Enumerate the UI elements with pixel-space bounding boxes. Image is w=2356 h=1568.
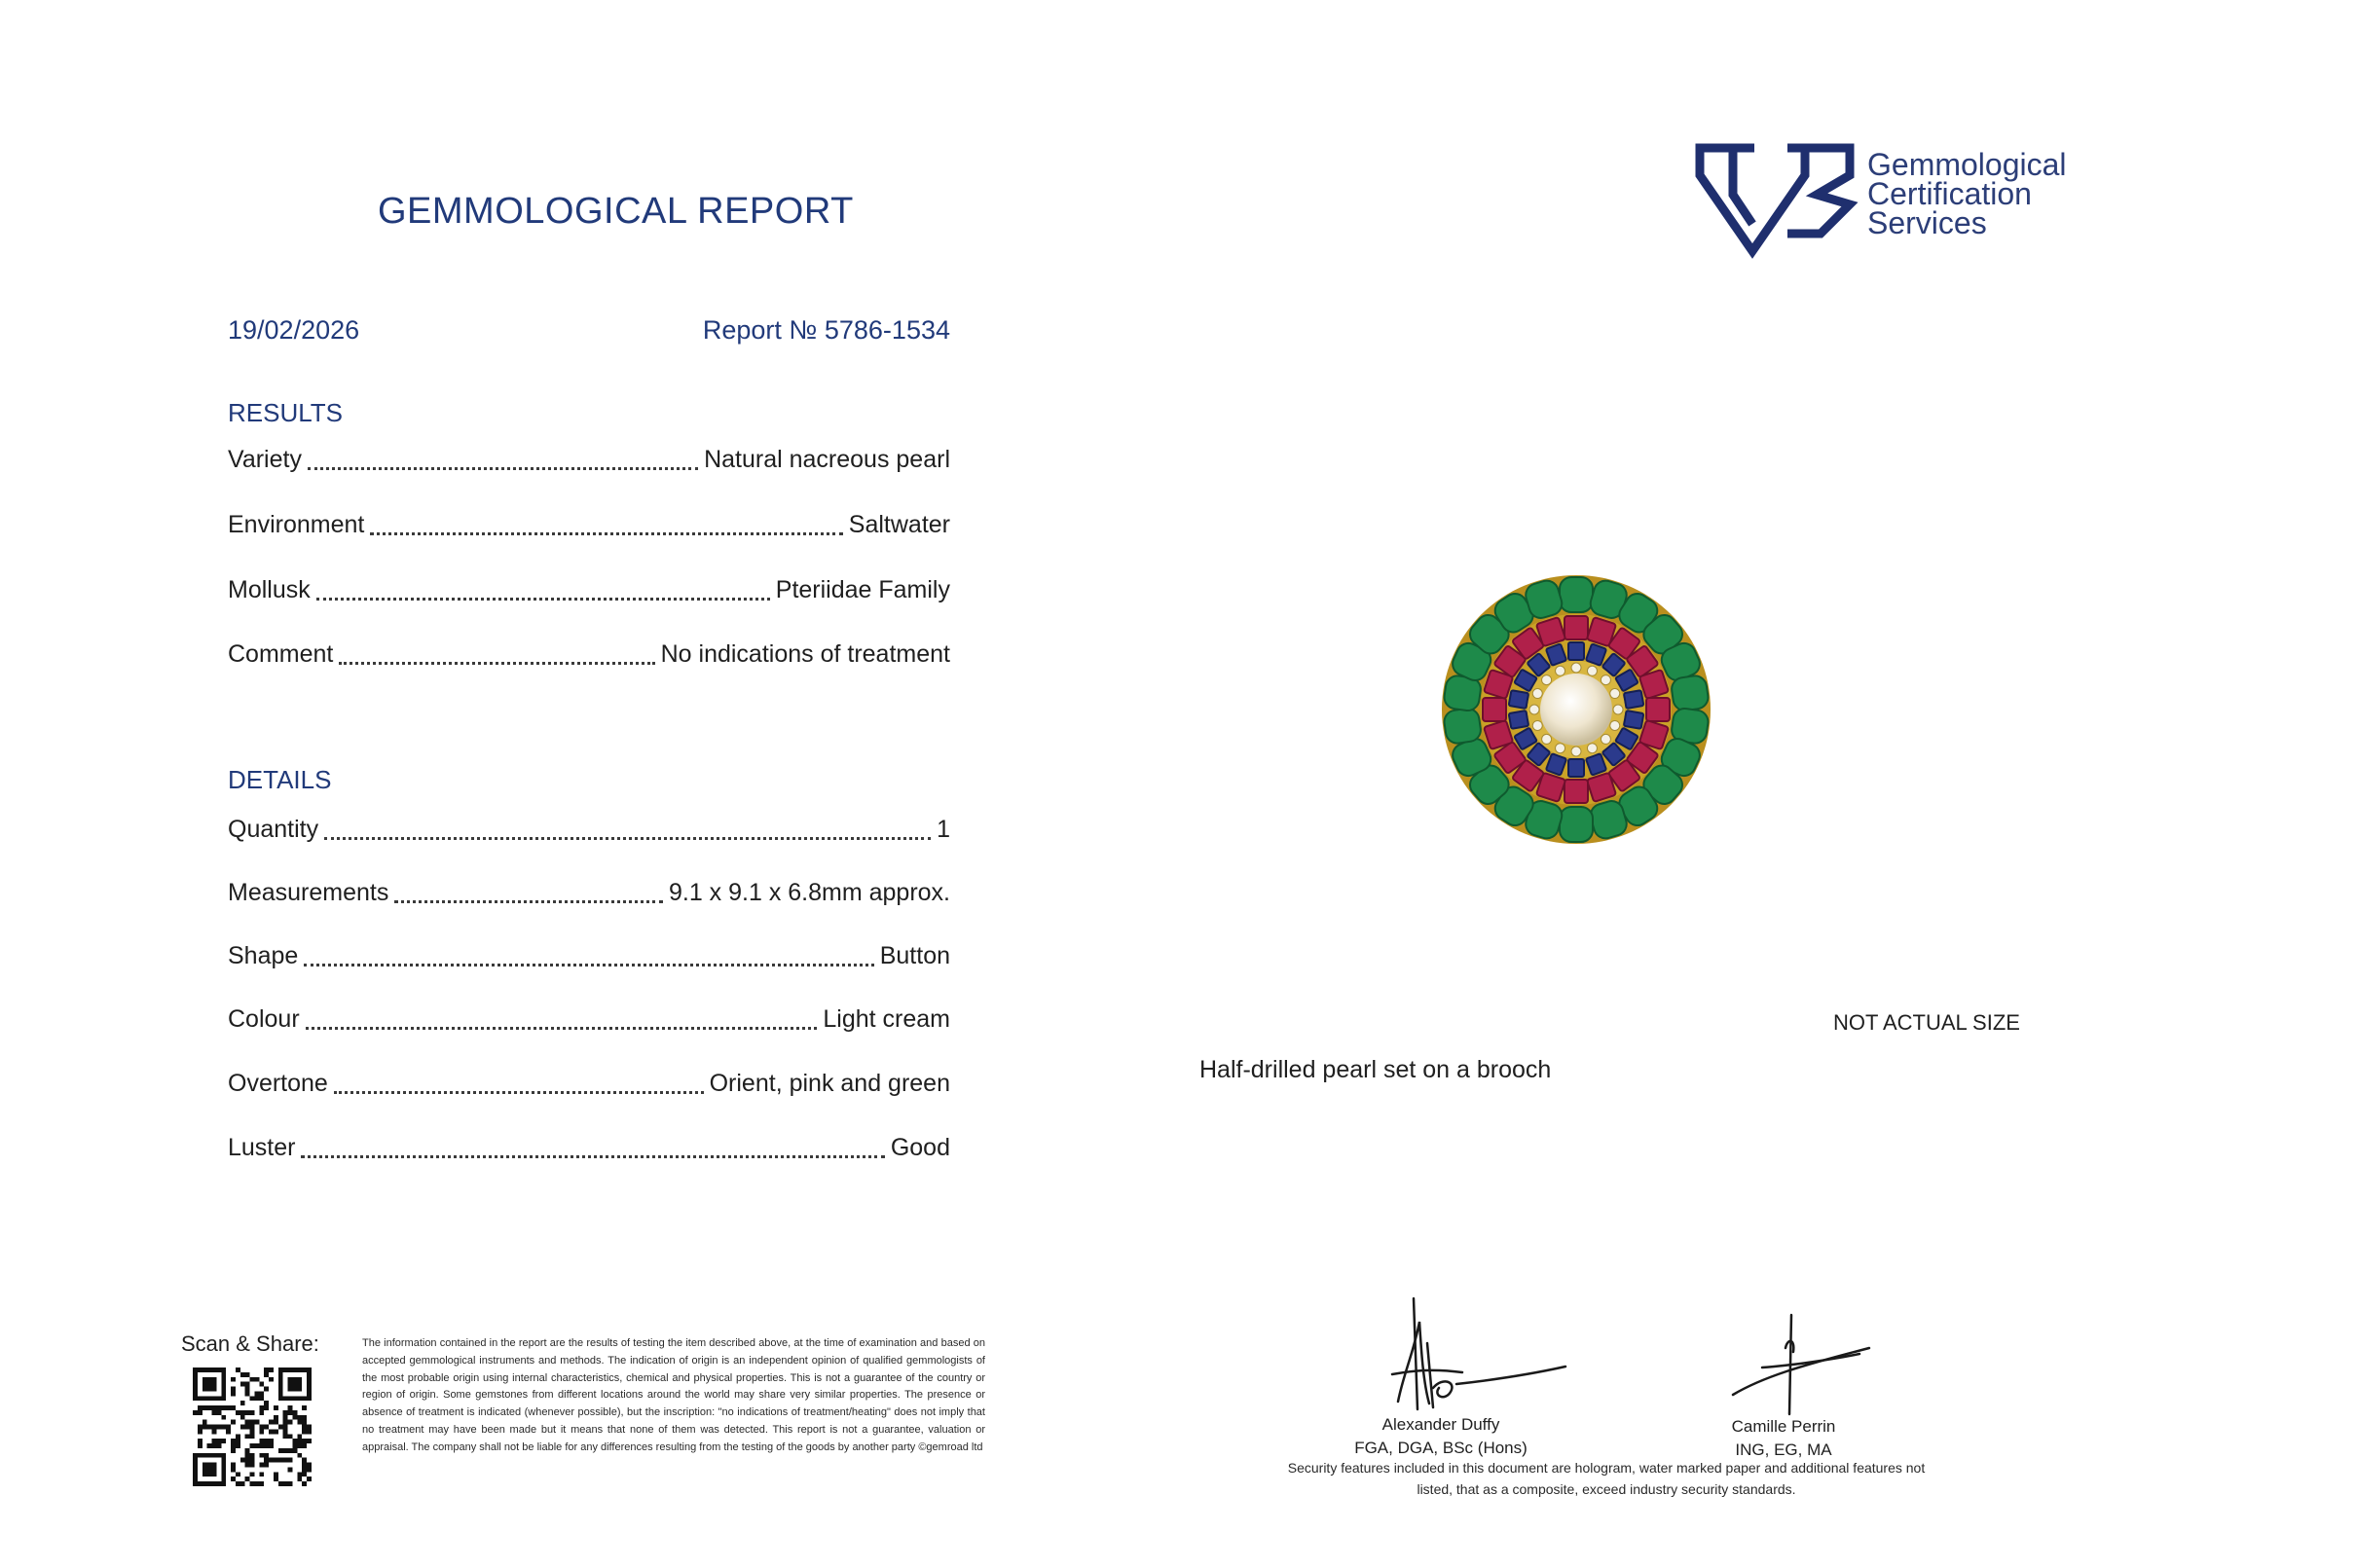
row-label: Variety bbox=[228, 446, 302, 473]
results-row-comment bbox=[228, 640, 950, 674]
row-label: Environment bbox=[228, 511, 365, 538]
pearl-brooch-image bbox=[1439, 572, 1713, 847]
disclaimer-text: The information contained in the report are the results of testing the item described above, at the time of examination and based on accepted gemmological instruments and methods. The indication of origin is an independent opinion of qualified gemmologists of the most probable origin using internal characteristics, chemical and physical properties. This is not a guarantee of the country or region of origin. Some gemstones from different locations around the world may share very similar properties. The presence or absence of treatment is indicated (whenever possible), but the inscription: "no indications of treatment/heating" does not imply that no treatment may have been made but it means that none of them was detected. This report is not a guarantee, valuation or appraisal. The company shall not be liable for any differences resulting from the testing of the goods by another party ©gemroad ltd bbox=[362, 1337, 985, 1453]
signer-camille-perrin: Camille Perrin ING, EG, MA bbox=[1731, 1417, 1836, 1459]
row-value: Good bbox=[890, 1134, 950, 1161]
report-date: 19/02/2026 bbox=[228, 315, 360, 345]
row-label: Overtone bbox=[228, 1070, 328, 1097]
row-label: Shape bbox=[228, 942, 299, 969]
row-label: Luster bbox=[228, 1134, 296, 1161]
row-label: Measurements bbox=[228, 879, 389, 906]
row-value: 1 bbox=[937, 816, 950, 843]
results-row-environment bbox=[228, 511, 950, 544]
results-row-mollusk bbox=[228, 576, 950, 609]
logo-wordmark: Gemmological Certification Services bbox=[1867, 147, 2067, 240]
row-label: Quantity bbox=[228, 816, 319, 843]
signer-alexander-duffy: Alexander Duffy FGA, DGA, BSc (Hons) bbox=[1354, 1415, 1528, 1457]
row-value: Natural nacreous pearl bbox=[704, 446, 950, 473]
row-value: Light cream bbox=[823, 1005, 950, 1033]
signature-alexander-duffy bbox=[1375, 1295, 1569, 1421]
report-number: Report № 5786-1534 bbox=[702, 315, 950, 345]
row-label: Comment bbox=[228, 640, 334, 668]
details-row-shape bbox=[228, 942, 950, 975]
results-row-variety bbox=[228, 446, 950, 479]
scan-share-label: Scan & Share: bbox=[181, 1331, 319, 1356]
row-value: Orient, pink and green bbox=[709, 1070, 950, 1097]
row-value: No indications of treatment bbox=[660, 640, 950, 668]
details-row-luster bbox=[228, 1134, 950, 1167]
image-caption: Half-drilled pearl set on a brooch bbox=[1199, 1056, 1552, 1083]
row-value: Button bbox=[879, 942, 950, 969]
row-label: Colour bbox=[228, 1005, 300, 1033]
details-row-overtone bbox=[228, 1070, 950, 1103]
report-title: GEMMOLOGICAL REPORT bbox=[378, 191, 854, 232]
details-row-measurements bbox=[228, 879, 950, 912]
results-heading: RESULTS bbox=[228, 398, 343, 427]
row-value: Pteriidae Family bbox=[775, 576, 950, 603]
details-row-quantity bbox=[228, 816, 950, 849]
row-value: 9.1 x 9.1 x 6.8mm approx. bbox=[668, 879, 950, 906]
row-value: Saltwater bbox=[848, 511, 950, 538]
security-note: Security features included in this document are hologram, water marked paper and additional features not listed, that as a composite, exceed industry security standards. bbox=[1287, 1460, 1926, 1497]
details-row-colour bbox=[228, 1005, 950, 1039]
not-actual-size-label: NOT ACTUAL SIZE bbox=[1833, 1010, 2020, 1035]
details-heading: DETAILS bbox=[228, 765, 332, 794]
row-label: Mollusk bbox=[228, 576, 311, 603]
signature-camille-perrin bbox=[1723, 1309, 1879, 1426]
qr-code-icon[interactable] bbox=[193, 1367, 312, 1486]
